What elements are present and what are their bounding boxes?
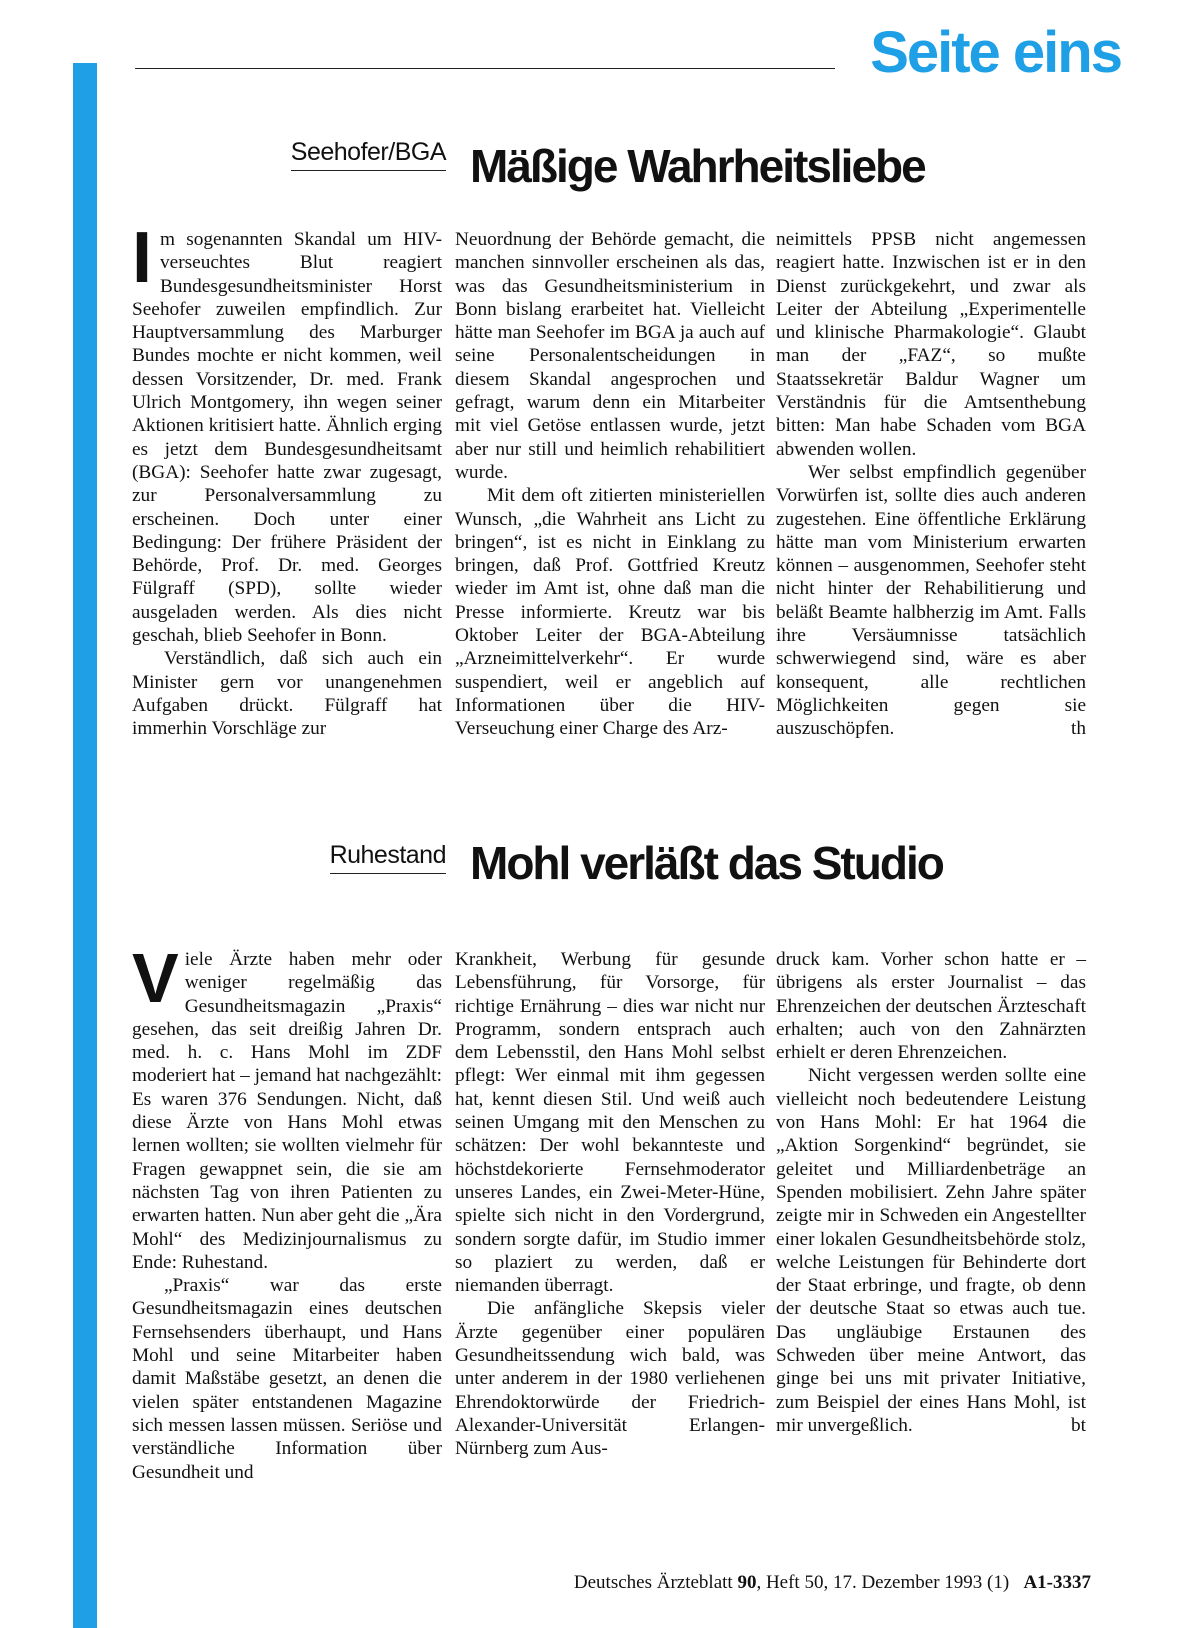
article1-column-3 [776, 228, 1086, 741]
footer-journal: Deutsches Ärzteblatt [573, 1572, 733, 1593]
article2-kicker: Ruhestand [200, 843, 446, 874]
article1-paragraph-3: Neuordnung der Behörde gemacht, die manchen sinnvoller erscheinen als das, was das Gesundheitsministerium in Bonn bislang erarbeitet hat. Vielleicht hätte man Seehofer im BGA ja auch auf seine Personalentscheidungen in diesem Skandal angesprochen und gefragt, warum denn ein Mitarbeiter mit viel Getöse entlassen wurde, jetzt aber nur still und heimlich rehabilitiert wurde. [455, 229, 765, 483]
article1-paragraph-4: Mit dem oft zitierten ministeriellen Wunsch, „die Wahrheit ans Licht zu bringen“, ist es nicht in Einklang zu bringen, daß Prof. Gottfried Kreutz wieder im Amt ist, ohne daß man die Presse informierte. Kreutz war bis Oktober Leiter der BGA-Abteilung „Arzneimittelverkehr“. Er wurde suspendiert, weil er angeblich auf Informationen über die HIV-Verseuchung einer Charge des Arz- [455, 485, 765, 740]
article2-signature: bt [1071, 1414, 1086, 1436]
article2-paragraph-6: Nicht vergessen werden sollte eine vielleicht noch bedeutendere Leistung von Hans Mohl: Er hat 1964 die „Aktion Sorgenkind“ begründet, sie geleitet und Milliardenbeträge an Spenden mobilisiert. Zehn Jahre später zeigte mir in Schweden ein Angestellter einer lokalen Gesundheitsbehörde stolz, welche Leistungen für Behinderte dort der Staat erbringe, und fragte, ob denn der deutsche Staat so etwas auch tue. Das ungläubige Erstaunen des Schweden über meine Antwort, das ginge bei uns mit privater Initiative, zum Beispiel der eines Hans Mohl, ist mir unvergeßlich. bt [776, 1065, 1086, 1436]
footer-volume: 90 [737, 1572, 757, 1593]
article2-headline: Mohl verläßt das Studio [470, 837, 943, 889]
article2-paragraph-3: Krankheit, Werbung für gesunde Lebensführung, für Vorsorge, für richtige Ernährung – dies war nicht nur Programm, sondern entsprach auch dem Lebensstil, den Hans Mohl selbst pflegt: Wer einmal mit ihm gegessen hat, kennt diesen Stil. Und weiß auch seinen Umgang mit den Menschen zu schätzen: Der wohl bekannteste und höchstdekorierte Fernsehmoderator unseres Landes, ein Zwei-Meter-Hüne, spielte sich nicht in den Vordergrund, sondern sorgte dafür, im Studio immer so plaziert zu werden, daß er niemanden überragt. [455, 949, 765, 1297]
footer-issue: , Heft 50, 17. Dezember 1993 (1) [756, 1572, 1010, 1593]
dropcap-v: V [132, 939, 179, 1017]
article1-column-1 [132, 218, 442, 741]
article1-paragraph-1: Im sogenannten Skandal um HIV-verseuchtes Blut reagiert Bundesgesundheitsminister Horst Seehofer zuweilen empfindlich. Zur Hauptversammlung des Marburger Bundes mochte er nicht kommen, weil dessen Vorsitzender, Dr. med. Frank Ulrich Montgomery, ihn wegen seiner Aktionen kritisiert hatte. Ähnlich erging es jetzt dem Bundesgesundheitsamt (BGA): Seehofer hatte zwar zugesagt, zur Personalversammlung zu erscheinen. Doch unter einer Bedingung: Der frühere Präsident der Behörde, Prof. Dr. med. Georges Fülgraff (SPD), sollte wieder ausgeladen werden. Als dies nicht geschah, blieb Seehofer in Bonn. [132, 218, 442, 647]
article2-column-2 [455, 948, 765, 1461]
article2-column-3 [776, 948, 1086, 1437]
article1-paragraph-5: neimittels PPSB nicht angemessen reagiert hatte. Inzwischen ist er in den Dienst zurückgekehrt, und zwar als Leiter der Abteilung „Experimentelle und klinische Pharmakologie“. Glaubt man der „FAZ“, so mußte Staatssekretär Baldur Wagner um Verständnis für die Amtsenthebung bitten: Man habe Schaden vom BGA abwenden wollen. [776, 229, 1086, 460]
footer-page: A1-3337 [1023, 1572, 1091, 1593]
article1-headline: Mäßige Wahrheitsliebe [470, 140, 925, 192]
article2-paragraph-2: „Praxis“ war das erste Gesundheitsmagazin eines deutschen Fernsehsenders überhaupt, und Hans Mohl und seine Mitarbeiter haben damit Maßstäbe gesetzt, an denen die vielen später entstandenen Magazine sich messen lassen müssen. Seriöse und verständliche Information über Gesundheit und [132, 1275, 442, 1483]
article2-paragraph-1: Viele Ärzte haben mehr oder weniger regelmäßig das Gesundheitsmagazin „Praxis“ gesehen, das seit dreißig Jahren Dr. med. h. c. Hans Mohl im ZDF moderiert hat – jemand hat nachgezählt: Es waren 376 Sendungen. Nicht, daß diese Ärzte von Hans Mohl etwas lernen wollten; sie wollten vielmehr für Fragen gewappnet sein, die sie am nächsten Tag von ihren Patienten zu erwarten hatten. Nun aber geht die „Ära Mohl“ des Medizinjournalismus zu Ende: Ruhestand. [132, 939, 442, 1273]
article1-kicker: Seehofer/BGA [200, 140, 446, 171]
section-title: Seite eins [870, 20, 1121, 85]
dropcap-i: I [132, 218, 153, 298]
header-rule [135, 68, 835, 69]
accent-side-bar [73, 63, 97, 1628]
article2-paragraph-5: druck kam. Vorher schon hatte er – übrigens als erster Journalist – das Ehrenzeichen der deutschen Ärzteschaft erhalten; auch von den Zahnärzten erhielt er deren Ehrenzeichen. [776, 949, 1086, 1064]
article1-paragraph-2: Verständlich, daß sich auch ein Minister gern vor unangenehmen Aufgaben drückt. Fülgraff hat immerhin Vorschläge zur [132, 648, 442, 740]
footer-citation [574, 1573, 1091, 1592]
article1-column-2 [455, 228, 765, 741]
article2-paragraph-4: Die anfängliche Skepsis vieler Ärzte gegenüber einer populären Gesundheitssendung wich bald, was unter anderem in der 1980 verliehenen Ehrendoktorwürde der Friedrich-Alexander-Universität Erlangen-Nürnberg zum Aus- [455, 1298, 765, 1460]
article1-signature: th [1071, 718, 1086, 740]
article1-paragraph-6: Wer selbst empfindlich gegenüber Vorwürfen ist, sollte dies auch anderen zugestehen. Eine öffentliche Erklärung hätte man vom Ministerium erwarten können – ausgenommen, Seehofer steht nicht hinter der Rehabilitierung und beläßt Beamte halbherzig im Amt. Falls ihre Versäumnisse tatsächlich schwerwiegend sind, wäre es aber konsequent, alle rechtlichen Möglichkeiten gegen sie auszuschöpfen. th [776, 461, 1086, 740]
article2-column-1 [132, 939, 442, 1484]
